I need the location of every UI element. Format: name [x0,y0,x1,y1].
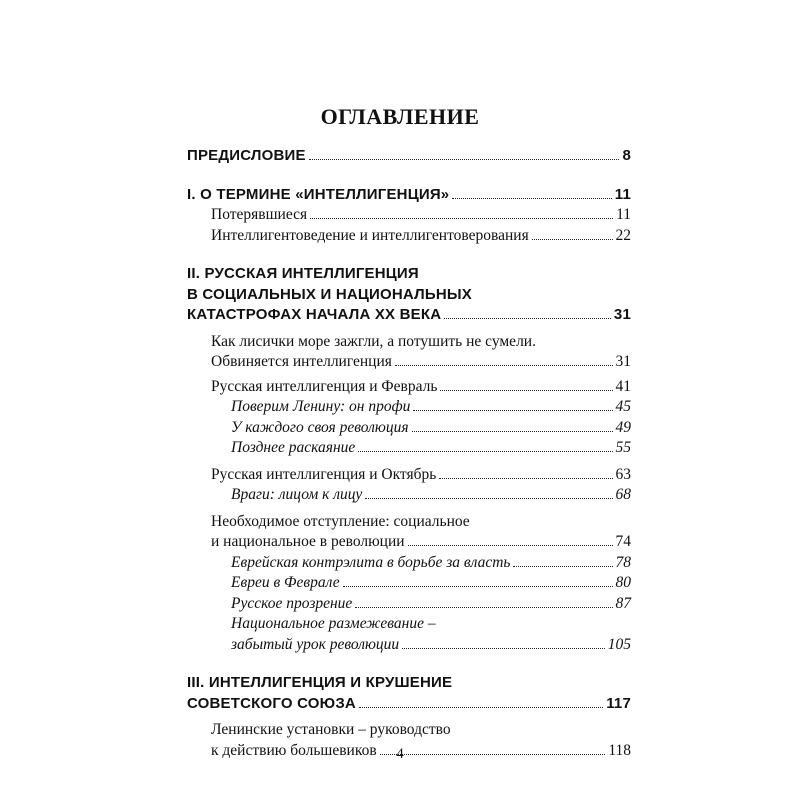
dot-leader [440,390,612,391]
toc-entry-label: Враги: лицом к лицу [231,486,363,503]
toc-entry-ch1-section-2[interactable] [211,226,631,247]
dot-leader [408,545,613,546]
dot-leader [365,498,612,499]
toc-entry-ch2-section-4[interactable] [211,532,631,553]
toc-entry-page: 105 [607,635,631,653]
toc-entry-label: Русское прозрение [231,594,353,612]
toc-entry-ch2-section-4-sub-3[interactable] [231,594,631,615]
toc-entry-label: Потерявшиеся [211,206,308,223]
toc-entry-label: забытый урок революции [231,635,400,653]
page-title: ОГЛАВЛЕНИЕ [320,104,480,129]
toc-entry-page: 22 [615,226,631,244]
page-number: 4 [396,746,404,762]
toc-entry-label: Позднее раскаяние [231,439,356,456]
toc-entry-page: 11 [614,185,631,203]
dot-leader [402,648,605,649]
toc-entry-chapter-2[interactable] [187,305,631,326]
toc-entry-chapter-3[interactable] [187,694,631,715]
toc-entry-ch2-section-2[interactable] [211,377,631,398]
toc-entry-ch2-section-3-sub-1[interactable] [231,485,631,506]
toc-entry-page: 55 [615,439,631,456]
dot-leader [413,410,612,411]
dot-leader [358,451,612,452]
toc-entry-ch3-section-1-line-1: Ленинские установки – руководство [211,721,451,738]
dot-leader [444,318,611,319]
toc-entry-label: к действию большевиков [211,741,377,759]
toc-entry-label: КАТАСТРОФАХ НАЧАЛА XX ВЕКА [187,306,442,323]
toc-entry-page: 78 [615,553,631,571]
toc-entry-preface[interactable] [187,146,631,167]
toc-entry-page: 87 [615,594,631,612]
dot-leader [343,586,613,587]
toc-entry-page: 31 [615,353,631,370]
toc-entry-chapter-1[interactable] [187,185,631,206]
dot-leader [513,566,612,567]
toc-entry-label: Русская интеллигенция и Октябрь [211,465,437,483]
toc-entry-ch2-section-1[interactable] [211,352,631,373]
toc-entry-page: 63 [615,465,631,483]
toc-entry-page: 41 [615,377,631,395]
toc-entry-page: 45 [615,398,631,415]
toc-entry-page: 118 [608,741,631,759]
toc-entry-label: ПРЕДИСЛОВИЕ [187,147,306,164]
toc-entry-ch2-section-2-sub-1[interactable] [231,397,631,418]
toc-entry-page: 74 [615,533,631,550]
toc-entry-label: Поверим Ленину: он профи [231,398,411,415]
dot-leader [395,365,613,366]
toc-entry-ch2-section-4-sub-4[interactable] [231,635,631,656]
toc-entry-ch2-section-1-line-1: Как лисички море зажгли, а потушить не сумели. [211,332,536,350]
toc-entry-chapter-2-line-2: В СОЦИАЛЬНЫХ И НАЦИОНАЛЬНЫХ [187,285,472,303]
toc-entry-label: и национальное в революции [211,533,405,550]
dot-leader [309,159,620,160]
dot-leader [439,478,612,479]
toc-entry-label: I. О ТЕРМИНЕ «ИНТЕЛЛИГЕНЦИЯ» [187,185,450,203]
toc-entry-page: 11 [616,206,631,223]
toc-entry-label: СОВЕТСКОГО СОЮЗА [187,694,356,712]
toc-entry-page: 49 [615,418,631,436]
dot-leader [355,607,612,608]
dot-leader [532,239,613,240]
dot-leader [310,218,613,219]
toc-entry-label: Обвиняется интеллигенция [211,353,392,370]
dot-leader [412,431,613,432]
toc-entry-chapter-3-line-1: III. ИНТЕЛЛИГЕНЦИЯ И КРУШЕНИЕ [187,674,453,691]
toc-entry-page: 68 [615,486,631,503]
toc-entry-label: У каждого своя революция [231,418,409,436]
toc-entry-label: Интеллигентоведение и интеллигентоверования [211,226,529,244]
toc-entry-page: 117 [606,694,631,712]
toc-entry-ch2-section-3[interactable] [211,465,631,486]
toc-entry-ch2-section-2-sub-2[interactable] [231,418,631,439]
toc-entry-ch2-section-2-sub-3[interactable] [231,438,631,459]
toc-entry-label: Еврейская контрэлита в борьбе за власть [231,553,511,571]
toc-entry-label: Евреи в Феврале [231,574,340,591]
table-of-contents [187,146,631,761]
toc-entry-label: Русская интеллигенция и Февраль [211,377,438,395]
toc-entry-page: 80 [615,574,631,591]
toc-entry-page: 8 [622,147,631,164]
toc-entry-ch2-section-4-line-1: Необходимое отступление: социальное [211,512,470,530]
toc-entry-ch1-section-1[interactable] [211,205,631,226]
toc-entry-ch2-section-4-sub-1[interactable] [231,553,631,574]
dot-leader [359,707,603,708]
toc-entry-chapter-2-line-1: II. РУССКАЯ ИНТЕЛЛИГЕНЦИЯ [187,265,419,282]
dot-leader [452,198,611,199]
toc-entry-ch2-section-4-sub-4-line-1: Национальное размежевание – [231,615,436,632]
toc-entry-page: 31 [613,306,631,323]
toc-entry-ch2-section-4-sub-2[interactable] [231,573,631,594]
